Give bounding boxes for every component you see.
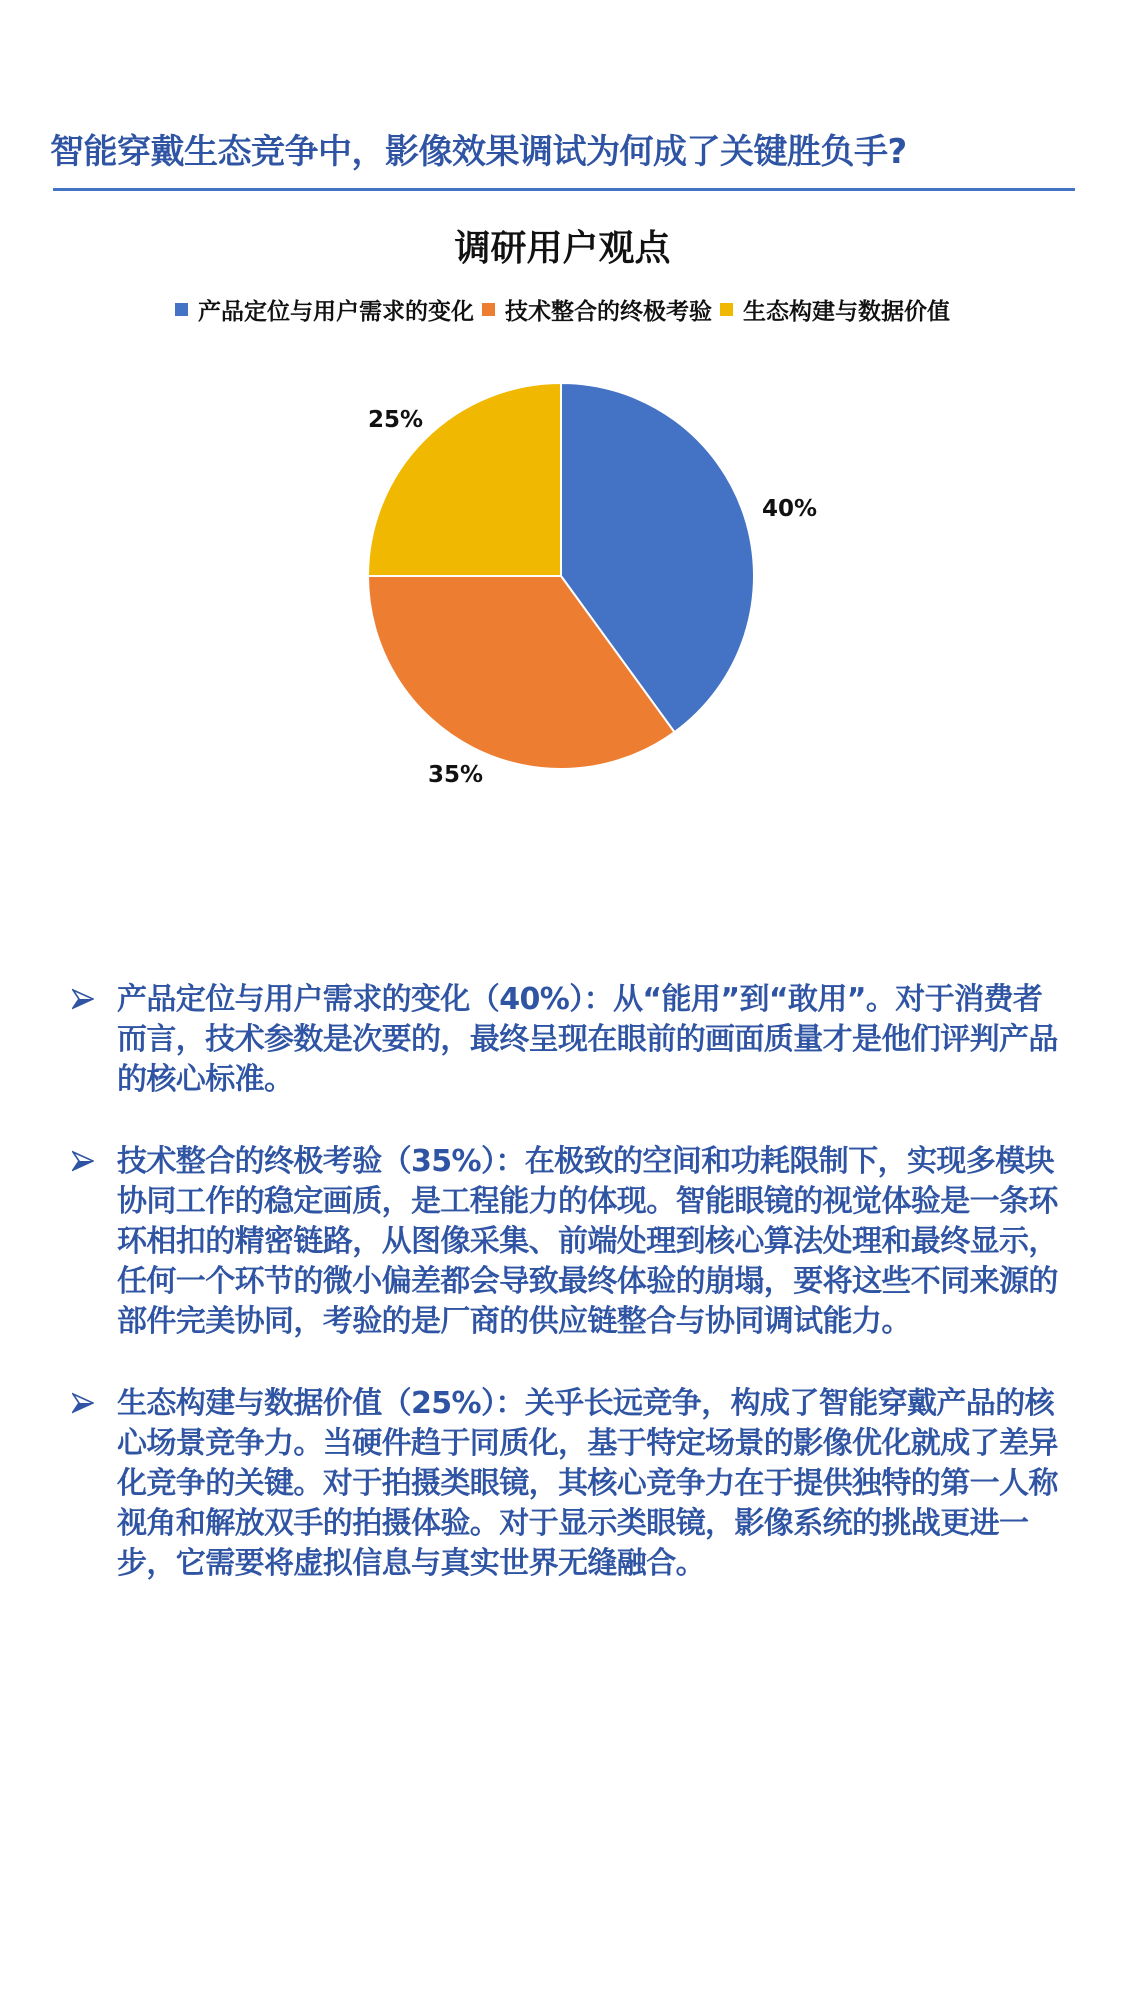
slice-label-25: 25% [368,407,424,433]
arrow-bullet-icon [72,1150,94,1172]
finding-item-tech-integration [72,1142,1062,1342]
finding-item-ecosystem [72,1384,1062,1584]
arrow-bullet-icon [72,1392,94,1414]
legend-label: 生态构建与数据价值 [743,299,950,325]
slice-label-35: 35% [428,762,484,788]
finding-item-product-positioning [72,980,1062,1100]
finding-text: 技术整合的终极考验（35%）：在极致的空间和功耗限制下，实现多模块协同工作的稳定画质，是工程能力的体现。智能眼镜的视觉体验是一条环环相扣的精密链路，从图像采集、前端处理到核心算法处理和最终显示，任何一个环节的微小偏差都会导致最终体验的崩塌，要将这些不同来源的部件完美协同，考验的是厂商的供应链整合与协同调试能力。 [117,1144,1058,1339]
slice-label-40: 40% [762,496,818,522]
chart-title: 调研用户观点 [454,228,671,269]
finding-text: 生态构建与数据价值（25%）：关乎长远竞争，构成了智能穿戴产品的核心场景竞争力。当硬件趋于同质化，基于特定场景的影像优化就成了差异化竞争的关键。对于拍摄类眼镜，其核心竞争力在于提供独特的第一人称视角和解放双手的拍摄体验。对于显示类眼镜，影像系统的挑战更进一步，它需要将虚拟信息与真实世界无缝融合。 [117,1386,1058,1581]
pie-chart [0,0,1125,900]
findings-list [72,980,1062,1626]
finding-text: 产品定位与用户需求的变化（40%）：从“能用”到“敢用”。对于消费者而言，技术参数是次要的，最终呈现在眼前的画面质量才是他们评判产品的核心标准。 [117,982,1058,1097]
legend-label: 产品定位与用户需求的变化 [198,299,474,325]
page-title: 智能穿戴生态竞争中，影像效果调试为何成了关键胜负手? [50,132,907,172]
legend-label: 技术整合的终极考验 [505,299,712,325]
arrow-bullet-icon [72,988,94,1010]
pie-slices [368,383,754,769]
